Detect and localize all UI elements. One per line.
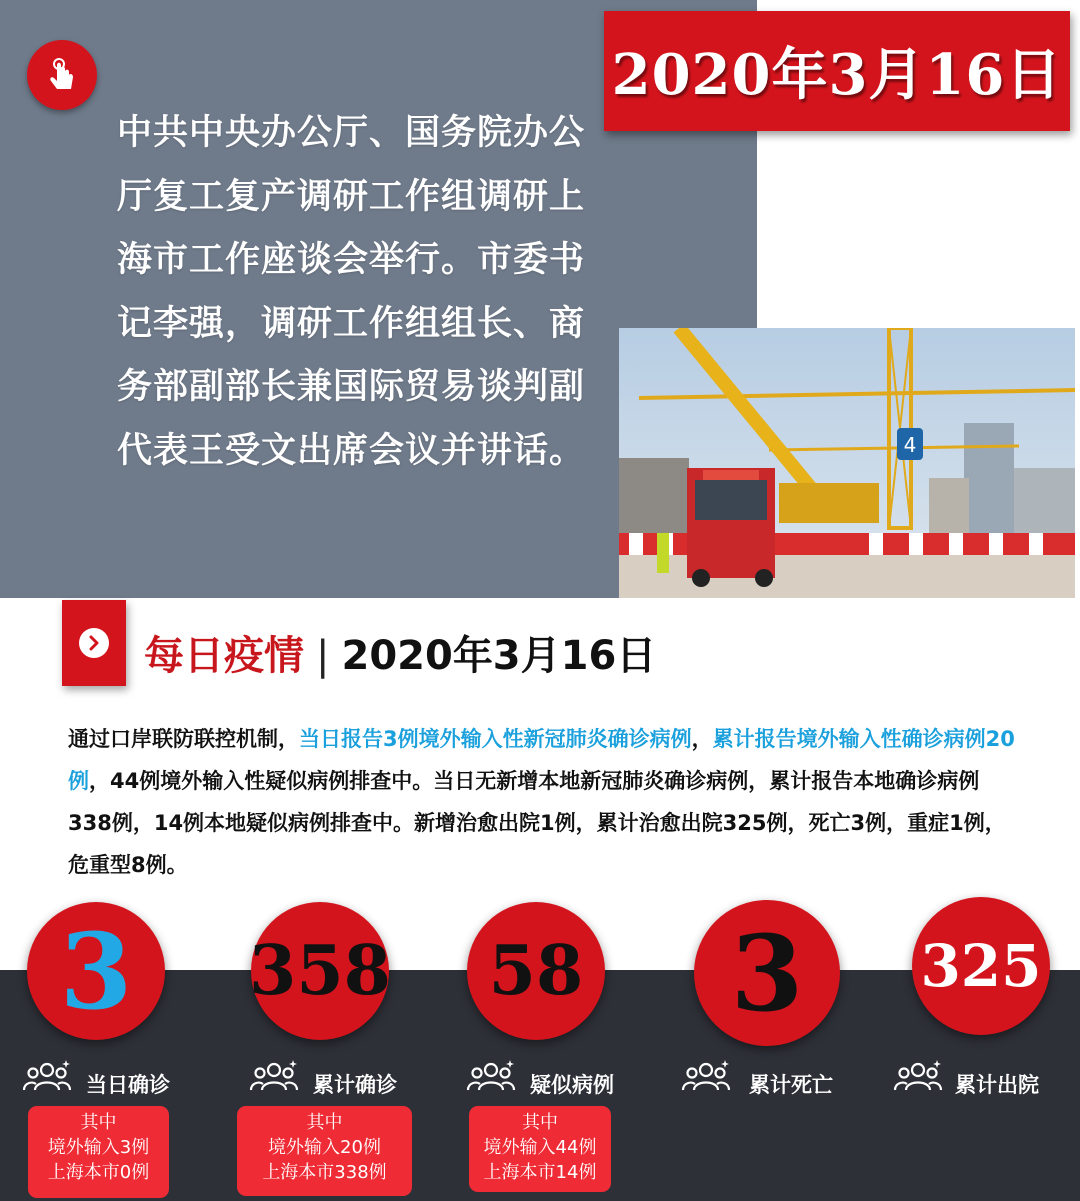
stat-value-discharged: 325 xyxy=(912,897,1050,1035)
svg-text:4: 4 xyxy=(903,433,917,457)
construction-site-photo xyxy=(619,328,1075,598)
stat-label-deaths: 累计死亡 xyxy=(749,1073,833,1097)
people-group-icon xyxy=(466,1058,516,1094)
stat-label-suspected: 疑似病例 xyxy=(530,1073,614,1097)
stat-detail-suspected xyxy=(469,1106,611,1192)
stat-value-deaths: 3 xyxy=(694,900,840,1046)
detail-line: 上海本市338例 xyxy=(262,1162,387,1183)
people-group-icon xyxy=(22,1058,72,1094)
headline-text: 中共中央办公厅、国务院办公厅复工复产调研工作组调研上海市工作座谈会举行。市委书记李强，调研工作组组长、商务部副部长兼国际贸易谈判副代表王受文出席会议并讲话。 xyxy=(117,113,586,471)
people-group-icon xyxy=(249,1058,299,1094)
report-highlight-2: 累计报告境外输入性确诊病例20例 xyxy=(68,727,1015,793)
stat-detail-daily-confirmed xyxy=(28,1106,169,1198)
report-text-3: ，44例境外输入性疑似病例排查中。当日无新增本地新冠肺炎确诊病例，累计报告本地确诊病例338例，14例本地疑似病例排查中。新增治愈出院1例，累计治愈出院325例，死亡3例，重症1例，危重型8例。 xyxy=(68,769,1006,877)
date-banner-text: 2020年3月16日 xyxy=(611,42,1063,108)
report-text-1: 通过口岸联防联控机制， xyxy=(68,727,299,751)
stat-value-total-confirmed: 358 xyxy=(251,902,389,1040)
stat-value-daily-confirmed: 3 xyxy=(27,902,165,1040)
report-highlight-1: 当日报告3例境外输入性新冠肺炎确诊病例 xyxy=(299,727,692,751)
hand-tap-icon xyxy=(27,40,97,110)
section-badge xyxy=(62,600,126,686)
detail-line: 上海本市14例 xyxy=(483,1162,597,1183)
section-title-date: 2020年3月16日 xyxy=(341,633,657,679)
date-banner xyxy=(604,11,1070,131)
people-group-icon xyxy=(893,1058,943,1094)
chevron-right-icon xyxy=(79,628,109,658)
report-text-2: ， xyxy=(691,727,713,751)
daily-report-paragraph xyxy=(68,718,1018,886)
stat-label-total-confirmed: 累计确诊 xyxy=(313,1073,397,1097)
section-title-main: 每日疫情 xyxy=(144,633,304,679)
section-separator: | xyxy=(316,633,330,679)
detail-line: 上海本市0例 xyxy=(47,1162,150,1183)
detail-line: 境外输入20例 xyxy=(268,1137,381,1158)
detail-line: 其中 xyxy=(522,1112,558,1133)
stat-value-suspected: 58 xyxy=(467,902,605,1040)
people-group-icon xyxy=(681,1058,731,1094)
section-title xyxy=(144,626,656,686)
detail-line: 其中 xyxy=(80,1112,117,1133)
detail-line: 境外输入3例 xyxy=(47,1137,150,1158)
detail-line: 境外输入44例 xyxy=(483,1137,597,1158)
stat-label-daily-confirmed: 当日确诊 xyxy=(86,1073,170,1097)
stat-detail-total-confirmed xyxy=(237,1106,412,1196)
stat-label-discharged: 累计出院 xyxy=(955,1073,1039,1097)
detail-line: 其中 xyxy=(306,1112,343,1133)
